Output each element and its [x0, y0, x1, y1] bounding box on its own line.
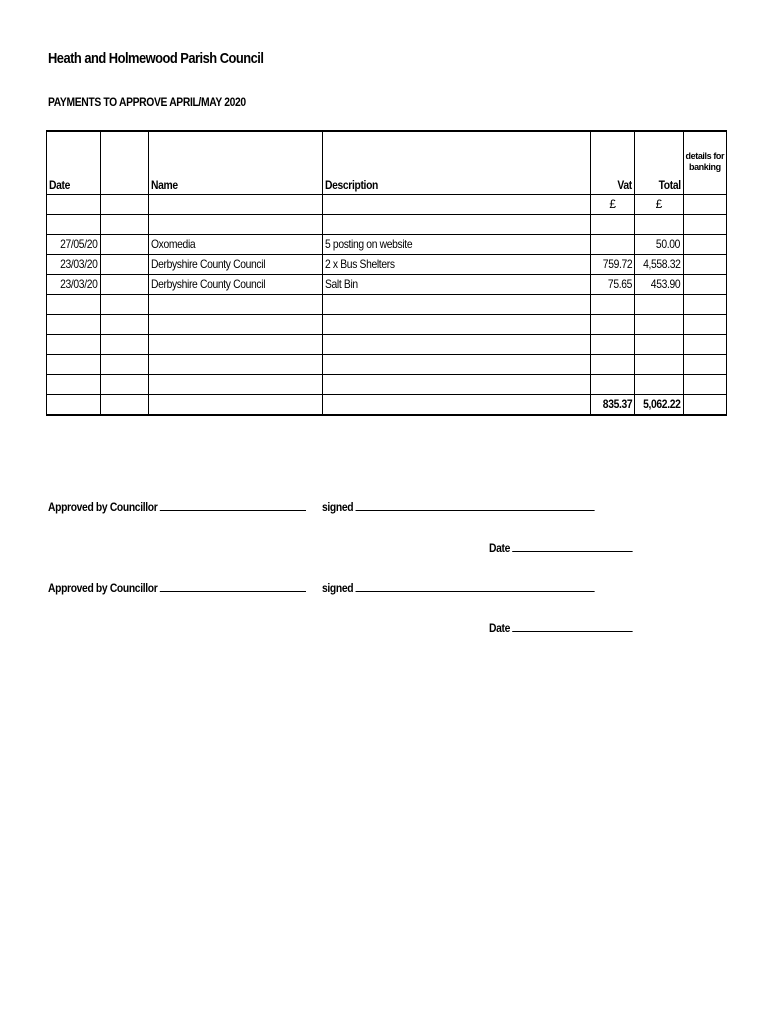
totals-row [47, 395, 727, 416]
column-header-blank [101, 131, 149, 195]
row-description: 5 posting on website [323, 235, 591, 255]
table-row [47, 335, 727, 355]
grand-total: 5,062.22 [635, 395, 684, 416]
table-row [47, 315, 727, 335]
approved-signature-line[interactable] [160, 579, 306, 592]
row-total: 453.90 [635, 275, 684, 295]
date-2 [489, 619, 633, 635]
row-description: Salt Bin [323, 275, 591, 295]
row-total: 4,558.32 [635, 255, 684, 275]
total-currency: £ [635, 195, 684, 215]
signed-signature-line[interactable] [356, 579, 595, 592]
row-total: 50.00 [635, 235, 684, 255]
row-name: Derbyshire County Council [149, 275, 323, 295]
approved-signature-line[interactable] [160, 498, 306, 511]
banking-label-line2: banking [688, 162, 721, 172]
table-row [47, 375, 727, 395]
row-date: 23/03/20 [47, 255, 101, 275]
row-vat [591, 235, 635, 255]
table-row [47, 295, 727, 315]
date-label: Date [489, 541, 511, 555]
signed-1 [322, 498, 595, 514]
table-row [47, 215, 727, 235]
page-title: Heath and Holmewood Parish Council [48, 50, 264, 67]
row-vat: 75.65 [591, 275, 635, 295]
row-vat: 759.72 [591, 255, 635, 275]
date-line[interactable] [513, 539, 633, 552]
approved-label: Approved by Councillor [48, 500, 158, 514]
row-date: 27/05/20 [47, 235, 101, 255]
table-row [47, 255, 727, 275]
banking-label-line1: details for [685, 151, 725, 161]
approved-by-councillor-1 [48, 498, 306, 514]
vat-currency: £ [591, 195, 635, 215]
column-header-date: Date [47, 131, 101, 195]
signed-signature-line[interactable] [356, 498, 595, 511]
payments-table [46, 130, 727, 416]
column-header-vat: Vat [591, 131, 635, 195]
currency-row [47, 195, 727, 215]
column-header-description: Description [323, 131, 591, 195]
row-name: Derbyshire County Council [149, 255, 323, 275]
signed-label: signed [322, 500, 354, 514]
table-row [47, 235, 727, 255]
approved-label: Approved by Councillor [48, 581, 158, 595]
vat-total: 835.37 [591, 395, 635, 416]
signed-label: signed [322, 581, 354, 595]
column-header-banking [683, 131, 727, 195]
row-description: 2 x Bus Shelters [323, 255, 591, 275]
row-date: 23/03/20 [47, 275, 101, 295]
table-row [47, 275, 727, 295]
column-header-name: Name [149, 131, 323, 195]
page-subtitle: PAYMENTS TO APPROVE APRIL/MAY 2020 [48, 95, 246, 109]
column-header-total: Total [635, 131, 684, 195]
table-row [47, 355, 727, 375]
signed-2 [322, 579, 595, 595]
approved-by-councillor-2 [48, 579, 306, 595]
row-name: Oxomedia [149, 235, 323, 255]
date-1 [489, 539, 633, 555]
date-label: Date [489, 621, 511, 635]
table-header-row [47, 131, 727, 195]
date-line[interactable] [513, 619, 633, 632]
